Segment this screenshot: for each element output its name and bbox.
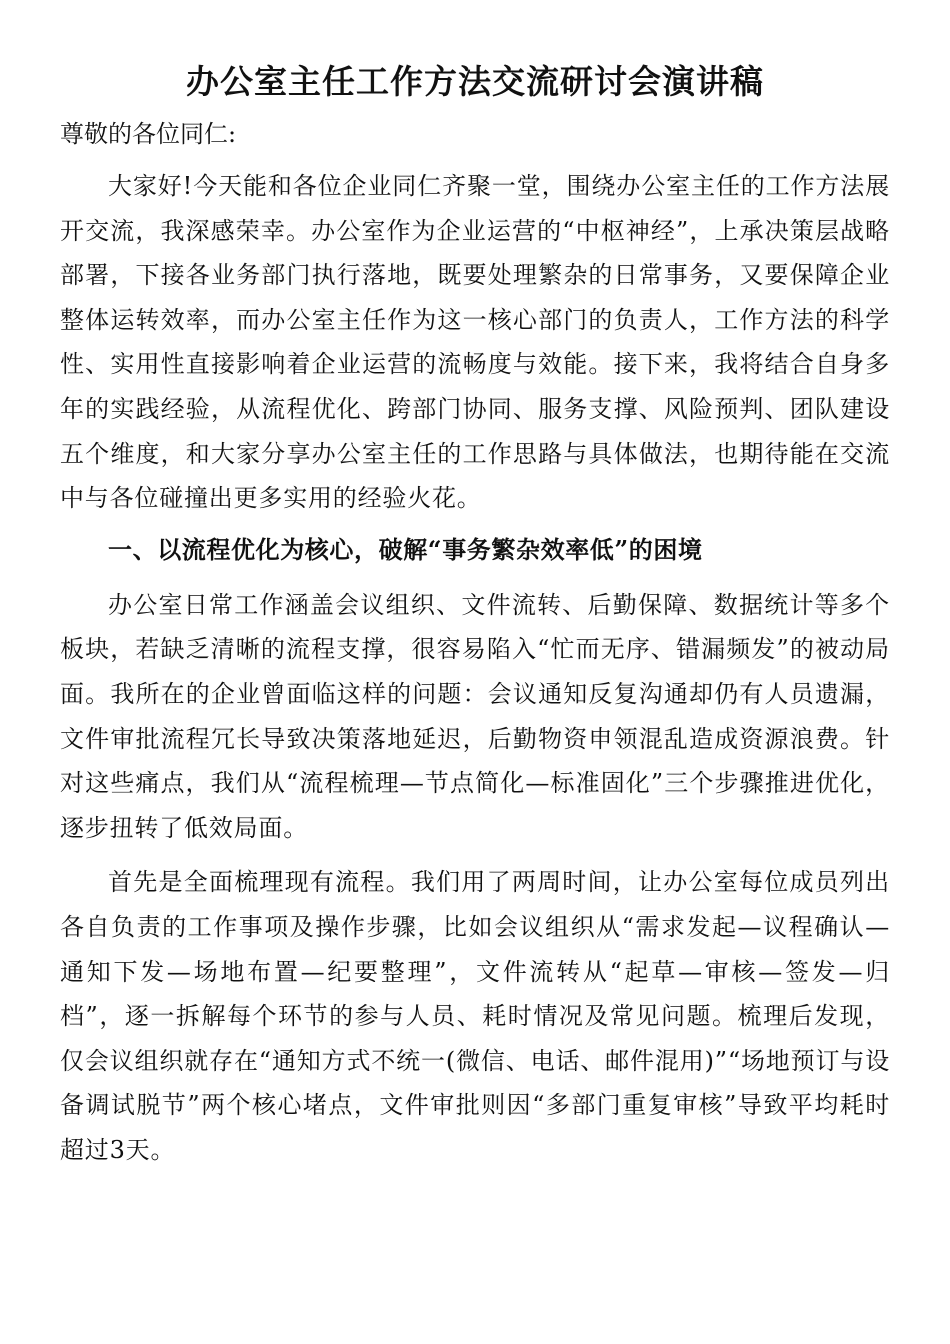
salutation: 尊敬的各位同仁: bbox=[60, 120, 237, 148]
document-title: 办公室主任工作方法交流研讨会演讲稿 bbox=[186, 62, 764, 101]
section-1-paragraph-2: 首先是全面梳理现有流程。我们用了两周时间，让办公室每位成员列出各自负责的工作事项及操作步骤，比如会议组织从“需求发起—议程确认—通知下发—场地布置—纪要整理”，文件流转从“起草—审核—签发—归档”，逐一拆解每个环节的参与人员、耗时情况及常见问题。梳理后发现，仅会议组织就存在“通知方式不统一(微信、电话、邮件混用)”“场地预订与设备调试脱节”两个核心堵点，文件审批则因“多部门重复审核”导致平均耗时超过3天。 bbox=[60, 868, 890, 1164]
document-body bbox=[60, 114, 890, 1172]
section-1-paragraph-1: 办公室日常工作涵盖会议组织、文件流转、后勤保障、数据统计等多个板块，若缺乏清晰的流程支撑，很容易陷入“忙而无序、错漏频发”的被动局面。我所在的企业曾面临这样的问题：会议通知反复沟通却仍有人员遗漏，文件审批流程冗长导致决策落地延迟，后勤物资申领混乱造成资源浪费。针对这些痛点，我们从“流程梳理—节点简化—标准固化”三个步骤推进优化，逐步扭转了低效局面。 bbox=[60, 590, 890, 842]
intro-paragraph: 大家好!今天能和各位企业同仁齐聚一堂，围绕办公室主任的工作方法展开交流，我深感荣幸。办公室作为企业运营的“中枢神经”，上承决策层战略部署，下接各业务部门执行落地，既要处理繁杂的日常事务，又要保障企业整体运转效率，而办公室主任作为这一核心部门的负责人，工作方法的科学性、实用性直接影响着企业运营的流畅度与效能。接下来，我将结合自身多年的实践经验，从流程优化、跨部门协同、服务支撑、风险预判、团队建设五个维度，和大家分享办公室主任的工作思路与具体做法，也期待能在交流中与各位碰撞出更多实用的经验火花。 bbox=[60, 172, 890, 513]
section-heading-1: 一、以流程优化为核心，破解“事务繁杂效率低”的困境 bbox=[108, 534, 703, 564]
